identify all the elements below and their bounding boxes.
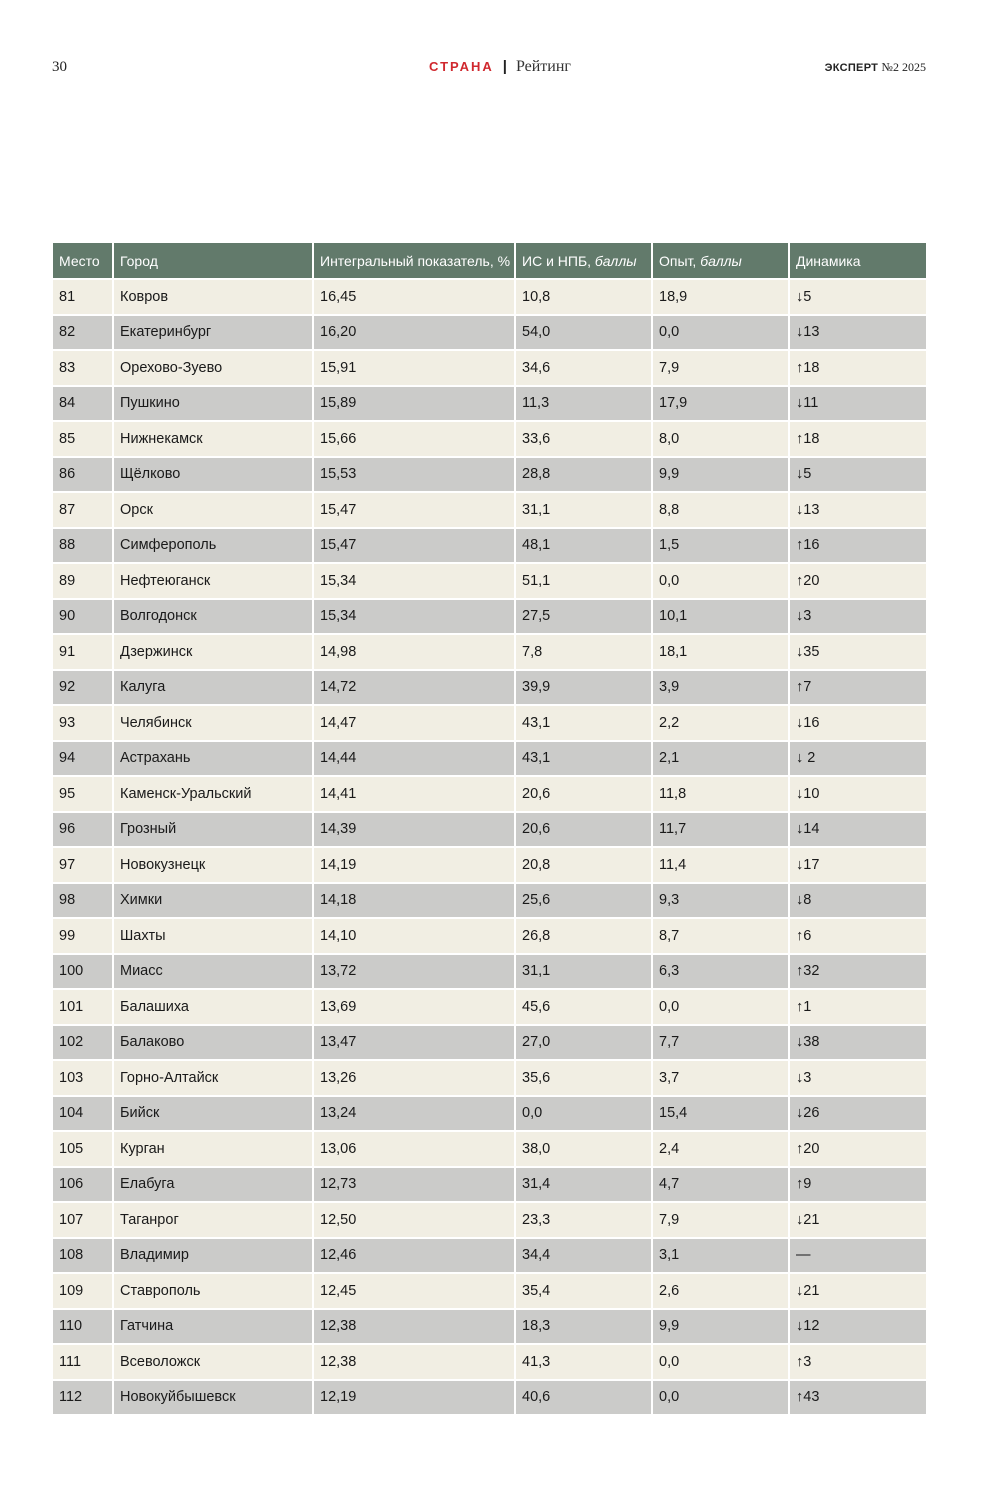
cell-experience: 15,4 (652, 1096, 789, 1132)
cell-city: Пушкино (113, 386, 313, 422)
table-row (53, 1380, 926, 1416)
cell-experience: 0,0 (652, 315, 789, 351)
cell-experience: 8,0 (652, 421, 789, 457)
cell-is-npb: 34,6 (515, 350, 652, 386)
table-row (53, 847, 926, 883)
cell-integral: 16,45 (313, 279, 515, 315)
cell-dynamics: ↓21 (789, 1202, 926, 1238)
table-row (53, 670, 926, 706)
cell-is-npb: 54,0 (515, 315, 652, 351)
column-header-integral: Интегральный показатель, % (313, 243, 515, 279)
cell-city: Владимир (113, 1238, 313, 1274)
table-row (53, 1202, 926, 1238)
cell-is-npb: 38,0 (515, 1131, 652, 1167)
cell-experience: 3,7 (652, 1060, 789, 1096)
cell-dynamics: ↓26 (789, 1096, 926, 1132)
cell-city: Елабуга (113, 1167, 313, 1203)
cell-experience: 9,3 (652, 883, 789, 919)
cell-place: 94 (53, 741, 113, 777)
column-header-experience-label: Опыт, (659, 252, 697, 269)
cell-integral: 14,72 (313, 670, 515, 706)
cell-experience: 0,0 (652, 1380, 789, 1416)
cell-integral: 13,47 (313, 1025, 515, 1061)
cell-experience: 7,9 (652, 350, 789, 386)
cell-dynamics: ↑9 (789, 1167, 926, 1203)
column-header-is-npb-label: ИС и НПБ, (522, 252, 592, 269)
cell-dynamics: ↑20 (789, 1131, 926, 1167)
cell-integral: 12,19 (313, 1380, 515, 1416)
cell-integral: 13,06 (313, 1131, 515, 1167)
cell-dynamics: ↑18 (789, 421, 926, 457)
cell-city: Калуга (113, 670, 313, 706)
cell-place: 99 (53, 918, 113, 954)
cell-dynamics: ↓12 (789, 1309, 926, 1345)
cell-dynamics: ↑43 (789, 1380, 926, 1416)
cell-integral: 12,46 (313, 1238, 515, 1274)
cell-integral: 15,34 (313, 599, 515, 635)
table-row (53, 634, 926, 670)
cell-dynamics: ↓5 (789, 279, 926, 315)
magazine-issue (825, 60, 926, 75)
cell-integral: 15,91 (313, 350, 515, 386)
cell-integral: 13,24 (313, 1096, 515, 1132)
table-row (53, 989, 926, 1025)
cell-integral: 14,98 (313, 634, 515, 670)
cell-place: 101 (53, 989, 113, 1025)
cell-city: Химки (113, 883, 313, 919)
cell-place: 87 (53, 492, 113, 528)
table-row (53, 1167, 926, 1203)
cell-place: 96 (53, 812, 113, 848)
cell-dynamics: ↑1 (789, 989, 926, 1025)
cell-city: Волгодонск (113, 599, 313, 635)
cell-place: 83 (53, 350, 113, 386)
table-row (53, 1273, 926, 1309)
table-row (53, 741, 926, 777)
table-row (53, 1060, 926, 1096)
cell-is-npb: 31,1 (515, 492, 652, 528)
cell-place: 92 (53, 670, 113, 706)
cell-experience: 8,7 (652, 918, 789, 954)
cell-city: Шахты (113, 918, 313, 954)
table-row (53, 776, 926, 812)
cell-integral: 12,38 (313, 1309, 515, 1345)
table-row (53, 1309, 926, 1345)
cell-place: 88 (53, 528, 113, 564)
cell-is-npb: 41,3 (515, 1344, 652, 1380)
cell-city: Таганрог (113, 1202, 313, 1238)
column-header-place: Место (53, 243, 113, 279)
cell-dynamics: ↓8 (789, 883, 926, 919)
cell-place: 109 (53, 1273, 113, 1309)
cell-experience: 9,9 (652, 1309, 789, 1345)
cell-place: 102 (53, 1025, 113, 1061)
cell-dynamics: ↓16 (789, 705, 926, 741)
cell-dynamics: ↓17 (789, 847, 926, 883)
cell-experience: 18,9 (652, 279, 789, 315)
cell-place: 89 (53, 563, 113, 599)
table-row (53, 386, 926, 422)
column-header-experience-unit: баллы (700, 252, 742, 269)
cell-city: Орск (113, 492, 313, 528)
cell-dynamics: — (789, 1238, 926, 1274)
cell-integral: 14,39 (313, 812, 515, 848)
cell-dynamics: ↑6 (789, 918, 926, 954)
cell-is-npb: 45,6 (515, 989, 652, 1025)
cell-city: Нефтеюганск (113, 563, 313, 599)
cell-place: 108 (53, 1238, 113, 1274)
cell-place: 111 (53, 1344, 113, 1380)
cell-dynamics: ↓3 (789, 1060, 926, 1096)
cell-integral: 12,38 (313, 1344, 515, 1380)
cell-is-npb: 0,0 (515, 1096, 652, 1132)
cell-is-npb: 26,8 (515, 918, 652, 954)
cell-city: Горно-Алтайск (113, 1060, 313, 1096)
cell-experience: 1,5 (652, 528, 789, 564)
cell-is-npb: 20,8 (515, 847, 652, 883)
cell-integral: 14,10 (313, 918, 515, 954)
cell-is-npb: 27,0 (515, 1025, 652, 1061)
cell-experience: 0,0 (652, 1344, 789, 1380)
cell-city: Всеволожск (113, 1344, 313, 1380)
cell-integral: 14,47 (313, 705, 515, 741)
cell-experience: 3,1 (652, 1238, 789, 1274)
cell-dynamics: ↓ 2 (789, 741, 926, 777)
cell-is-npb: 31,1 (515, 954, 652, 990)
cell-city: Грозный (113, 812, 313, 848)
cell-is-npb: 43,1 (515, 741, 652, 777)
table-row (53, 528, 926, 564)
cell-experience: 7,7 (652, 1025, 789, 1061)
cell-integral: 15,89 (313, 386, 515, 422)
cell-dynamics: ↓21 (789, 1273, 926, 1309)
table-row (53, 421, 926, 457)
cell-city: Щёлково (113, 457, 313, 493)
cell-integral: 14,18 (313, 883, 515, 919)
cell-integral: 16,20 (313, 315, 515, 351)
cell-city: Миасс (113, 954, 313, 990)
cell-experience: 3,9 (652, 670, 789, 706)
cell-city: Орехово-Зуево (113, 350, 313, 386)
cell-place: 104 (53, 1096, 113, 1132)
issue-number: №2 2025 (881, 60, 926, 74)
column-header-is-npb (515, 243, 652, 279)
cell-integral: 12,50 (313, 1202, 515, 1238)
cell-city: Балаково (113, 1025, 313, 1061)
cell-city: Курган (113, 1131, 313, 1167)
table-row (53, 1025, 926, 1061)
cell-integral: 12,45 (313, 1273, 515, 1309)
cell-place: 86 (53, 457, 113, 493)
cell-place: 97 (53, 847, 113, 883)
cell-dynamics: ↓11 (789, 386, 926, 422)
cell-place: 93 (53, 705, 113, 741)
cell-place: 105 (53, 1131, 113, 1167)
cell-city: Екатеринбург (113, 315, 313, 351)
cell-place: 107 (53, 1202, 113, 1238)
cell-dynamics: ↓13 (789, 492, 926, 528)
table-row (53, 1096, 926, 1132)
cell-integral: 14,41 (313, 776, 515, 812)
cell-experience: 4,7 (652, 1167, 789, 1203)
page-number: 30 (52, 59, 67, 75)
cell-is-npb: 35,6 (515, 1060, 652, 1096)
column-header-is-npb-unit: баллы (594, 252, 637, 269)
section-name: СТРАНА (429, 59, 494, 74)
cell-city: Гатчина (113, 1309, 313, 1345)
cell-is-npb: 20,6 (515, 776, 652, 812)
table-row (53, 883, 926, 919)
cell-is-npb: 25,6 (515, 883, 652, 919)
cell-dynamics: ↓5 (789, 457, 926, 493)
cell-place: 103 (53, 1060, 113, 1096)
cell-city: Нижнекамск (113, 421, 313, 457)
table-row (53, 812, 926, 848)
cell-is-npb: 18,3 (515, 1309, 652, 1345)
table-row (53, 705, 926, 741)
cell-place: 112 (53, 1380, 113, 1416)
cell-is-npb: 40,6 (515, 1380, 652, 1416)
table-row (53, 1238, 926, 1274)
cell-integral: 15,47 (313, 492, 515, 528)
cell-integral: 12,73 (313, 1167, 515, 1203)
cell-experience: 2,2 (652, 705, 789, 741)
cell-experience: 2,1 (652, 741, 789, 777)
table-row (53, 279, 926, 315)
cell-place: 106 (53, 1167, 113, 1203)
cell-city: Каменск-Уральский (113, 776, 313, 812)
cell-integral: 14,19 (313, 847, 515, 883)
cell-is-npb: 27,5 (515, 599, 652, 635)
cell-is-npb: 10,8 (515, 279, 652, 315)
magazine-name: ЭКСПЕРТ (824, 62, 879, 74)
cell-integral: 14,44 (313, 741, 515, 777)
table-row (53, 1131, 926, 1167)
cell-city: Астрахань (113, 741, 313, 777)
column-header-dynamics: Динамика (789, 243, 926, 279)
cell-city: Новокуйбышевск (113, 1380, 313, 1416)
cell-experience: 0,0 (652, 563, 789, 599)
cell-is-npb: 43,1 (515, 705, 652, 741)
cell-experience: 8,8 (652, 492, 789, 528)
cell-experience: 7,9 (652, 1202, 789, 1238)
cell-place: 98 (53, 883, 113, 919)
cell-dynamics: ↑20 (789, 563, 926, 599)
cell-is-npb: 35,4 (515, 1273, 652, 1309)
cell-integral: 13,69 (313, 989, 515, 1025)
cell-experience: 0,0 (652, 989, 789, 1025)
cell-city: Дзержинск (113, 634, 313, 670)
cell-place: 81 (53, 279, 113, 315)
table-row (53, 918, 926, 954)
cell-dynamics: ↓3 (789, 599, 926, 635)
cell-experience: 9,9 (652, 457, 789, 493)
cell-experience: 18,1 (652, 634, 789, 670)
table-row (53, 457, 926, 493)
cell-integral: 13,26 (313, 1060, 515, 1096)
table-row (53, 492, 926, 528)
cell-is-npb: 28,8 (515, 457, 652, 493)
column-header-experience (652, 243, 789, 279)
table-row (53, 954, 926, 990)
cell-dynamics: ↑32 (789, 954, 926, 990)
cell-experience: 11,7 (652, 812, 789, 848)
cell-city: Ставрополь (113, 1273, 313, 1309)
cell-is-npb: 39,9 (515, 670, 652, 706)
cell-place: 82 (53, 315, 113, 351)
cell-place: 91 (53, 634, 113, 670)
rubric-name: Рейтинг (515, 58, 571, 75)
cell-is-npb: 48,1 (515, 528, 652, 564)
cell-dynamics: ↓14 (789, 812, 926, 848)
cell-city: Челябинск (113, 705, 313, 741)
table-row (53, 599, 926, 635)
table-row (53, 350, 926, 386)
cell-is-npb: 23,3 (515, 1202, 652, 1238)
cell-city: Ковров (113, 279, 313, 315)
cell-experience: 11,4 (652, 847, 789, 883)
table-body (53, 279, 926, 1415)
cell-place: 84 (53, 386, 113, 422)
table-row (53, 315, 926, 351)
table-row (53, 1344, 926, 1380)
table-header-row (53, 243, 926, 279)
cell-place: 90 (53, 599, 113, 635)
column-header-city: Город (113, 243, 313, 279)
cell-dynamics: ↓38 (789, 1025, 926, 1061)
header-separator: | (502, 58, 507, 75)
cell-place: 110 (53, 1309, 113, 1345)
cell-is-npb: 31,4 (515, 1167, 652, 1203)
cell-experience: 2,6 (652, 1273, 789, 1309)
table-row (53, 563, 926, 599)
cell-experience: 10,1 (652, 599, 789, 635)
cell-experience: 17,9 (652, 386, 789, 422)
cell-integral: 13,72 (313, 954, 515, 990)
cell-dynamics: ↑7 (789, 670, 926, 706)
cell-dynamics: ↑16 (789, 528, 926, 564)
cell-integral: 15,34 (313, 563, 515, 599)
cell-integral: 15,66 (313, 421, 515, 457)
cell-is-npb: 7,8 (515, 634, 652, 670)
cell-experience: 2,4 (652, 1131, 789, 1167)
cell-city: Бийск (113, 1096, 313, 1132)
cell-integral: 15,47 (313, 528, 515, 564)
cell-is-npb: 11,3 (515, 386, 652, 422)
cell-place: 95 (53, 776, 113, 812)
cell-experience: 11,8 (652, 776, 789, 812)
cell-is-npb: 20,6 (515, 812, 652, 848)
cell-is-npb: 33,6 (515, 421, 652, 457)
cell-city: Новокузнецк (113, 847, 313, 883)
cell-experience: 6,3 (652, 954, 789, 990)
cell-place: 85 (53, 421, 113, 457)
rating-table (53, 243, 926, 1416)
cell-is-npb: 51,1 (515, 563, 652, 599)
cell-dynamics: ↑18 (789, 350, 926, 386)
cell-integral: 15,53 (313, 457, 515, 493)
cell-city: Симферополь (113, 528, 313, 564)
cell-dynamics: ↑3 (789, 1344, 926, 1380)
cell-dynamics: ↓13 (789, 315, 926, 351)
cell-is-npb: 34,4 (515, 1238, 652, 1274)
cell-dynamics: ↓35 (789, 634, 926, 670)
cell-dynamics: ↓10 (789, 776, 926, 812)
cell-place: 100 (53, 954, 113, 990)
cell-city: Балашиха (113, 989, 313, 1025)
